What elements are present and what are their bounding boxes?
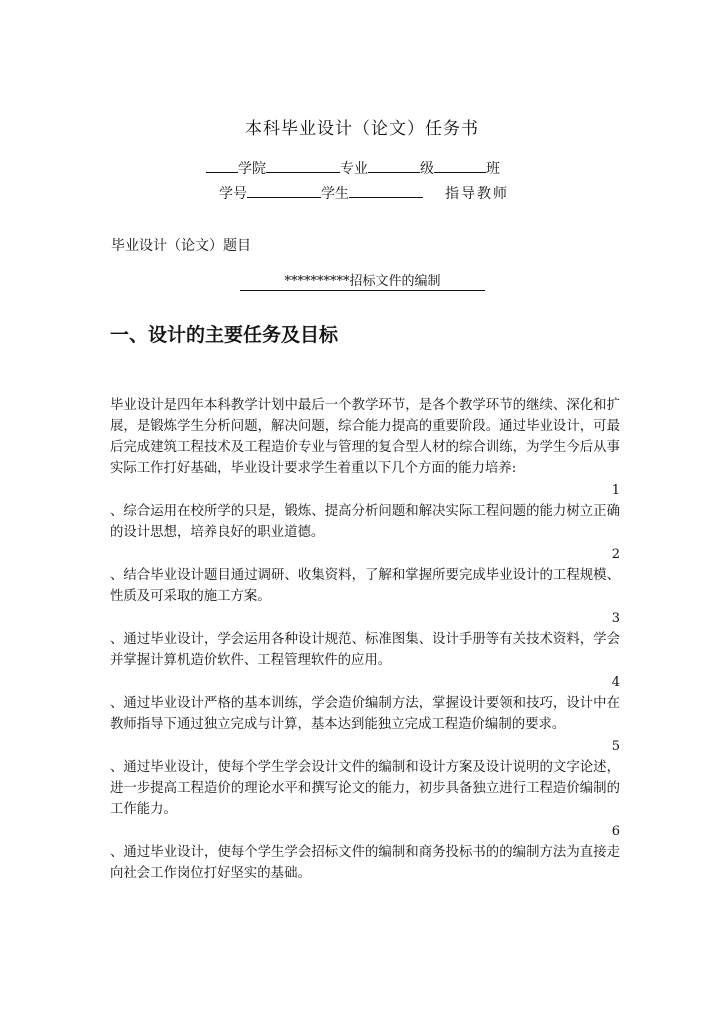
list-item: 、通过毕业设计，使每个学生学会设计文件的编制和设计方案及设计说明的文字论述，进一步提高工程造价的理论水平和撰写论文的能力，初步具备独立进行工程造价编制的工作能力。 bbox=[110, 760, 620, 817]
student-id-label: 学号 bbox=[219, 186, 247, 202]
list-item: 、综合运用在校所学的只是，锻炼、提高分析问题和解决实际工程问题的能力树立正确的设计思想，培养良好的职业道德。 bbox=[110, 504, 620, 540]
item-number: 6 bbox=[611, 824, 620, 839]
list-item: 、通过毕业设计，使每个学生学会招标文件的编制和商务投标书的的编制方法为直接走向社会工作岗位打好坚实的基础。 bbox=[110, 845, 620, 881]
student-blank bbox=[349, 182, 423, 198]
item-number: 4 bbox=[611, 675, 620, 690]
intro-paragraph: 毕业设计是四年本科教学计划中最后一个教学环节，是各个教学环节的继续、深化和扩展，是锻炼学生分析问题，解决问题，综合能力提高的重要阶段。通过毕业设计，可最后完成建筑工程技术及工程造价专业与管理的复合型人材的综合训练，为学生今后从事实际工作打好基础，毕业设计要求学生着重以下几个方面的能力培养: bbox=[110, 398, 620, 476]
major-label: 专业 bbox=[340, 161, 368, 177]
grade-label: 级 bbox=[420, 161, 434, 177]
grade-blank bbox=[368, 157, 420, 173]
class-label: 班 bbox=[486, 161, 500, 177]
college-label: 学院 bbox=[238, 161, 266, 177]
list-item: 、通过毕业设计，学会运用各种设计规范、标准图集、设计手册等有关技术资料，学会并掌握计算机造价软件、工程管理软件的应用。 bbox=[110, 632, 620, 668]
document-title: 本科毕业设计（论文）任务书 bbox=[245, 119, 479, 139]
header-row-1 bbox=[206, 157, 500, 178]
college-blank bbox=[206, 157, 238, 173]
student-id-blank bbox=[247, 182, 321, 198]
item-number: 2 bbox=[611, 547, 620, 562]
section-heading: 一、设计的主要任务及目标 bbox=[110, 324, 339, 346]
header-row-2 bbox=[219, 182, 509, 203]
task-body bbox=[110, 395, 620, 884]
advisor-label: 指导教师 bbox=[445, 186, 509, 202]
class-blank bbox=[434, 157, 486, 173]
list-item: 、结合毕业设计题目通过调研、收集资料，了解和掌握所要完成毕业设计的工程规模、性质及可采取的施工方案。 bbox=[110, 568, 620, 604]
item-number: 5 bbox=[611, 739, 620, 754]
topic-title: **********招标文件的编制 bbox=[240, 270, 485, 291]
topic-label: 毕业设计（论文）题目 bbox=[111, 238, 251, 254]
item-number: 1 bbox=[611, 483, 620, 498]
student-label: 学生 bbox=[321, 186, 349, 202]
major-blank bbox=[266, 157, 340, 173]
list-item: 、通过毕业设计严格的基本训练，学会造价编制方法，掌握设计要领和技巧，设计中在教师指导下通过独立完成与计算，基本达到能独立完成工程造价编制的要求。 bbox=[110, 696, 620, 732]
item-number: 3 bbox=[611, 611, 620, 626]
